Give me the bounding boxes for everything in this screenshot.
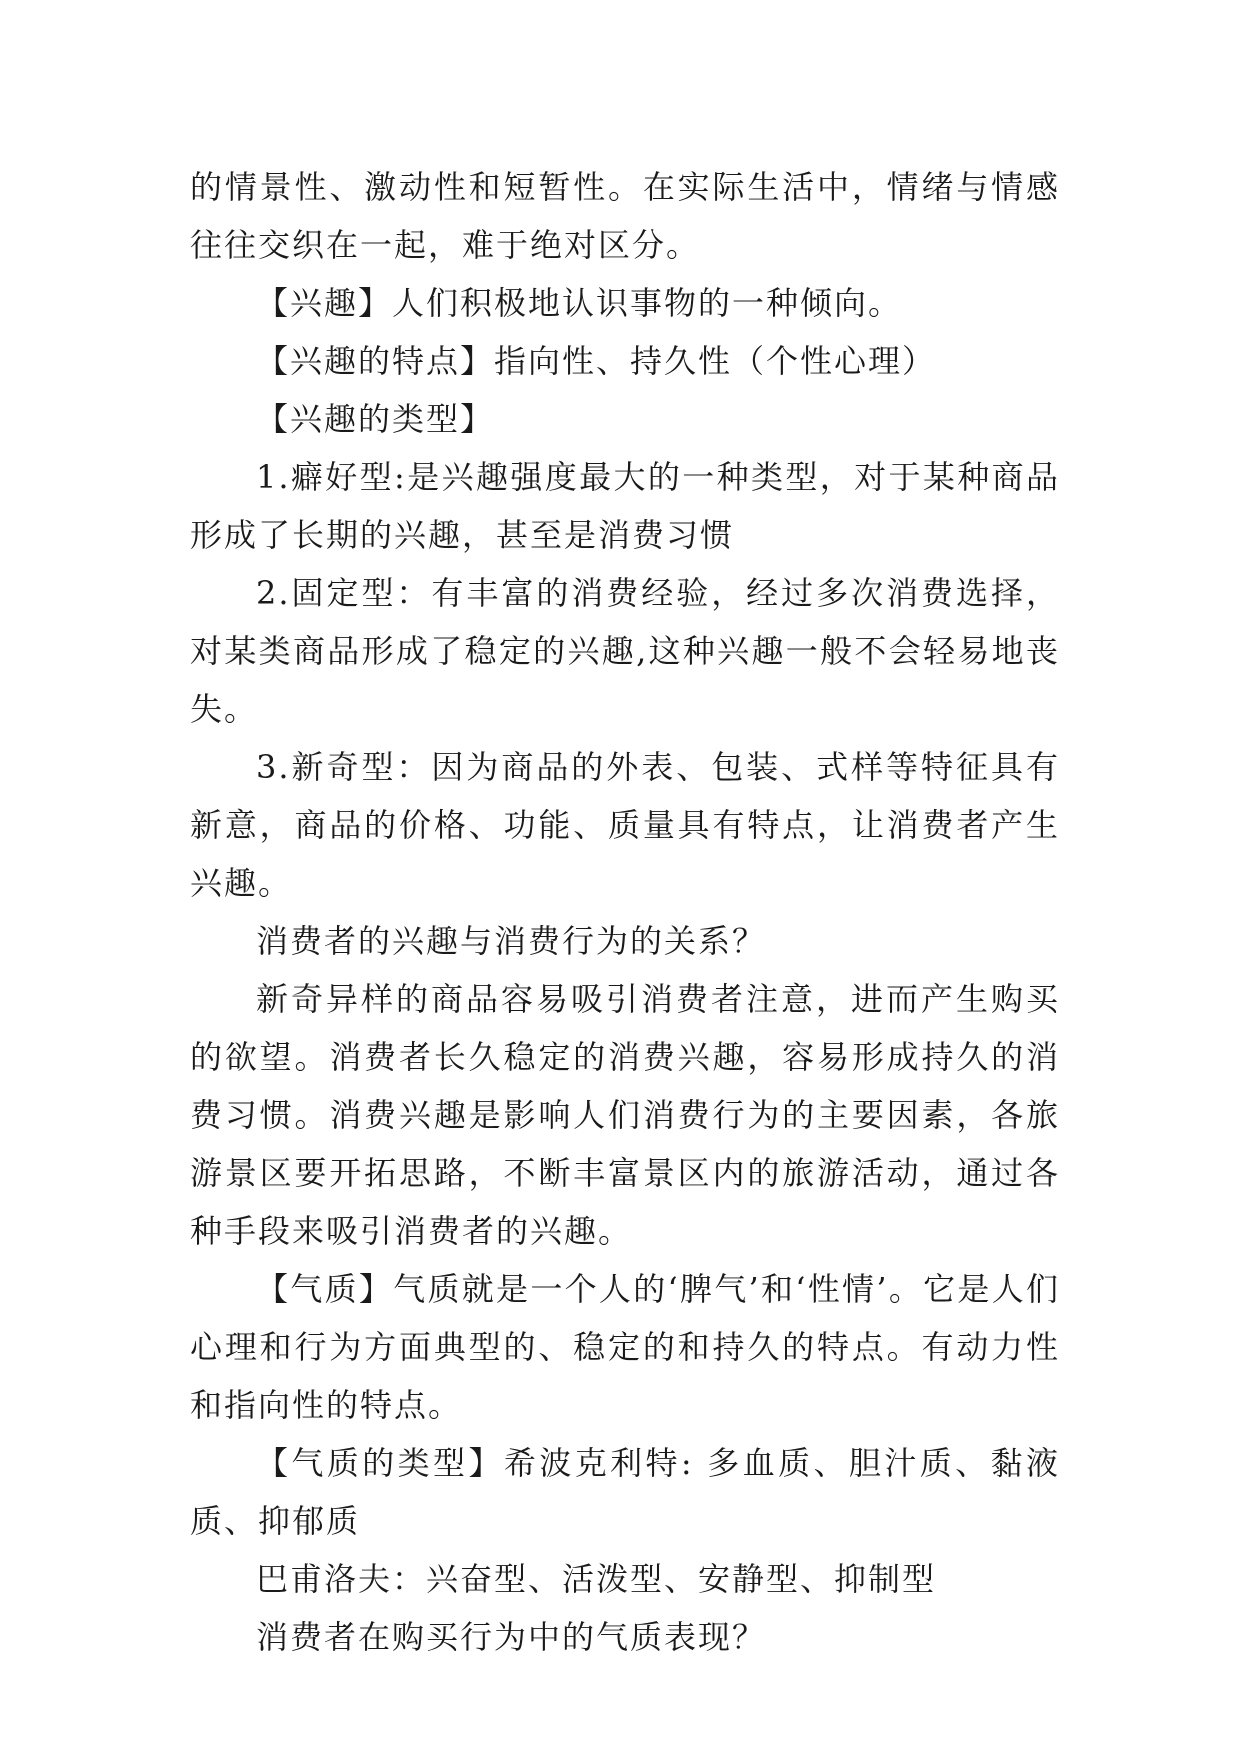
paragraph-pavlov-types: 巴甫洛夫：兴奋型、活泼型、安静型、抑制型	[256, 1560, 937, 1598]
paragraph-type-novel: 3.新奇型：因为商品的外表、包装、式样等特征具有新意，商品的价格、功能、质量具有特点，让消费者产生兴趣。	[190, 748, 1060, 902]
document-body	[190, 158, 1060, 1666]
paragraph-temperament-definition: 【气质】气质就是一个人的‘脾气’和‘性情’。它是人们心理和行为方面典型的、稳定的和持久的特点。有动力性和指向性的特点。	[190, 1270, 1060, 1424]
paragraph-answer-interest: 新奇异样的商品容易吸引消费者注意，进而产生购买的欲望。消费者长久稳定的消费兴趣，容易形成持久的消费习惯。消费兴趣是影响人们消费行为的主要因素，各旅游景区要开拓思路，不断丰富景区内的旅游活动，通过各种手段来吸引消费者的兴趣。	[190, 980, 1060, 1250]
paragraph: 的情景性、激动性和短暂性。在实际生活中，情绪与情感往往交织在一起，难于绝对区分。	[190, 168, 1060, 264]
paragraph-temperament-types: 【气质的类型】希波克利特: 多血质、胆汁质、黏液质、抑郁质	[190, 1444, 1060, 1540]
paragraph-interest-traits: 【兴趣的特点】指向性、持久性（个性心理）	[256, 342, 937, 380]
paragraph-type-hobby: 1.癖好型:是兴趣强度最大的一种类型，对于某种商品形成了长期的兴趣，甚至是消费习惯	[190, 458, 1060, 554]
paragraph-interest-definition: 【兴趣】人们积极地认识事物的一种倾向。	[256, 284, 903, 322]
paragraph-question-temperament: 消费者在购买行为中的气质表现？	[256, 1618, 767, 1656]
paragraph-question-interest: 消费者的兴趣与消费行为的关系？	[256, 922, 767, 960]
paragraph-type-fixed: 2.固定型：有丰富的消费经验，经过多次消费选择，对某类商品形成了稳定的兴趣,这种兴趣一般不会轻易地丧失。	[190, 574, 1060, 728]
paragraph-interest-types-heading: 【兴趣的类型】	[256, 400, 495, 438]
